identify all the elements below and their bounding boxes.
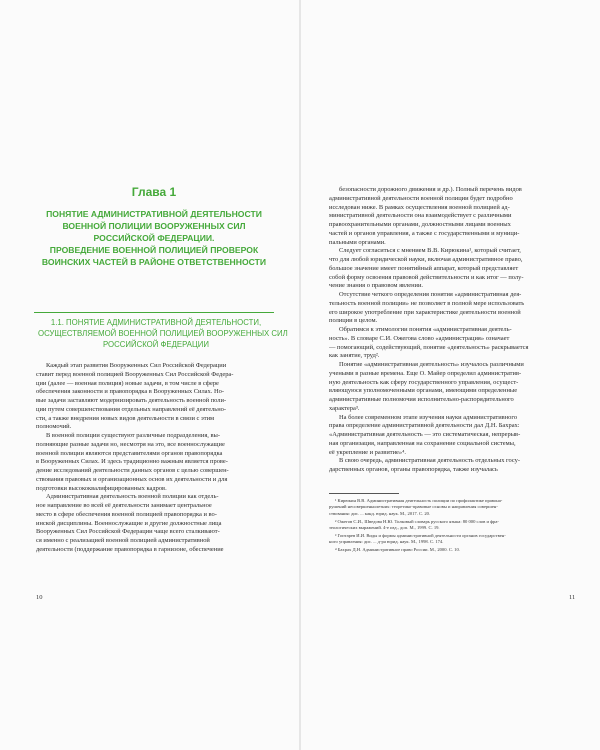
text-line: В военной полиции существуют различные подразделения, вы-	[46, 432, 221, 439]
footnote	[329, 547, 574, 553]
text-line: как занятие, труд².	[329, 352, 380, 360]
text-line: деятельности (поддержание правопорядка в гарнизоне, обеспечение	[36, 545, 224, 553]
footnotes	[329, 498, 574, 555]
footnote-line: ³ Гоптарев И.И. Виды и формы административной деятельности органов государствен-	[335, 533, 506, 539]
text-line: подготовки высококвалифицированных кадров.	[36, 484, 167, 492]
text-line: ное направление во всей её деятельности занимает центральное	[36, 502, 212, 509]
text-line: ность». В словаре С.И. Ожегова слово «администрация» означает	[329, 334, 510, 342]
text-line: вляющуюся уполномоченными органами, имеющими определенные	[329, 387, 518, 395]
text-line: вые задачи заставляют модернизировать деятельность военной поли-	[36, 397, 227, 404]
text-line: административные полномочия исполнительно-распорядительного	[329, 396, 514, 403]
text-line: На более современном этапе изучения науки административного	[339, 413, 518, 421]
text-line: что для любой юридической науки, включая административное право,	[329, 256, 523, 263]
text-line: правоохранительными органами, должностными лицами военных	[329, 221, 511, 228]
text-line: дарственных органов, органы правопорядка, также изучалась	[329, 466, 498, 473]
text-line: её укрепление и развитие»⁴.	[329, 448, 406, 456]
section-title	[38, 317, 288, 350]
text-line: сти, а также внедрения новых видов деятельности в связи с этим	[36, 414, 215, 422]
paragraph	[329, 186, 571, 247]
text-line: учеными в разные времена. Еще О. Майер определил административ-	[329, 369, 522, 377]
paragraph	[329, 291, 571, 326]
text-line: военной полиции являются представителями органов правопорядка	[36, 449, 223, 457]
text-line: полняющие разные задачи но, несмотря на это, все военнослужащие	[36, 440, 225, 448]
text-line: министративной деятельности она взаимодействует с различными	[329, 212, 512, 220]
text-line: административной деятельности военной полиции будет подробно	[329, 194, 513, 202]
text-line: Обратимся к этимологии понятия «административная деятель-	[339, 326, 512, 333]
page-number-right: 11	[569, 594, 576, 601]
text-line: большое значение имеет понятийный аппарат, который представляет	[329, 264, 519, 272]
page-number-left: 10	[36, 594, 43, 601]
text-line: — помогающий, содействующий, понятие «деятельность» раскрывается	[329, 343, 529, 351]
text-line: чение знания о правовом явлении.	[329, 282, 424, 290]
chapter-title-line: ВОЕННОЙ ПОЛИЦИИ ВООРУЖЕННЫХ СИЛ	[62, 221, 246, 231]
chapter-title-line: ВОИНСКИХ ЧАСТЕЙ В РАЙОНЕ ОТВЕТСТВЕННОСТИ	[41, 257, 267, 267]
chapter-title-line: ПОНЯТИЕ АДМИНИСТРАТИВНОЙ ДЕЯТЕЛЬНОСТИ	[46, 209, 262, 219]
footnote-line: ¹ Кирюкин В.В. Административная деятельность полиции по профилактике правона-	[335, 498, 503, 503]
paragraph	[329, 361, 571, 414]
text-line: тельность военной полиции» не позволяет в полной мере использовать	[329, 299, 525, 307]
footnote	[329, 533, 574, 546]
text-line: частей и органов управления, а также с государственными и муници-	[329, 229, 520, 237]
right-body-text	[329, 186, 571, 475]
section-title-line: РОССИЙСКОЙ ФЕДЕРАЦИИ	[103, 340, 209, 349]
text-line: Понятие «административная деятельность» изучалось различными	[339, 361, 524, 368]
footnote-line: ного управления: дис. ... д-ра юрид. наук. М., 1998. С. 174.	[329, 539, 444, 545]
paragraph	[329, 414, 571, 458]
text-line: ствования правовых и организационных основ их деятельности и для	[36, 475, 228, 483]
text-line: «Административная деятельность — это систематическая, непрерыв-	[329, 431, 521, 438]
text-line: инской дисциплины. Военнослужащие и другие должностные лица	[36, 519, 222, 527]
chapter-title	[28, 208, 280, 268]
text-line: Следует согласиться с мнением В.В. Кирюкина¹, который считает,	[339, 247, 521, 255]
text-line: Каждый этап развития Вооруженных Сил Российской Федерации	[46, 362, 227, 369]
left-page	[0, 0, 299, 750]
paragraph	[36, 432, 276, 493]
left-body-text	[36, 362, 276, 555]
paragraph	[329, 247, 571, 291]
text-line: исследован ниже. В рамках осуществления военной полицией ад-	[329, 203, 510, 211]
text-line: ная организация, направленная на сохранение социальной системы,	[329, 439, 516, 447]
section-rule	[34, 312, 274, 313]
text-line: ся именно с реализацией военной полицией административной	[36, 537, 210, 544]
text-line: ции (далее — военная полиция) новые задачи, в том числе в сфере	[36, 379, 219, 387]
footnote-line: ⁴ Бахрах Д.Н. Административное право России. М., 2000. С. 10.	[335, 547, 460, 553]
right-page	[301, 0, 600, 750]
text-line: Вооруженных Сил Российской Федерации чаще всего сталкивают-	[36, 528, 220, 536]
paragraph	[329, 326, 571, 361]
text-line: Отсутствие четкого определения понятия «административная дея-	[339, 291, 522, 298]
text-line: собой форму освоения правовой действительности и как итог — полу-	[329, 273, 524, 281]
text-line: ную деятельность как сферу государственного управления, осущест-	[329, 378, 519, 386]
footnote-line: ² Ожегов С.И., Шведова Н.Ю. Толковый словарь русского языка: 80 000 слов и фра-	[335, 518, 499, 524]
text-line: права определение административной деятельности дал Д.Н. Бахрах:	[329, 422, 520, 430]
footnote-line: ствования: дис. ... канд. юрид. наук. М., 2017. С. 20.	[329, 510, 431, 516]
footnote-rule	[329, 493, 399, 494]
text-line: ставит перед военной полицией Вооруженных Сил Российской Федера-	[36, 370, 234, 378]
paragraph	[36, 362, 276, 432]
section-title-line: 1.1. ПОНЯТИЕ АДМИНИСТРАТИВНОЙ ДЕЯТЕЛЬНОСТИ,	[50, 318, 262, 327]
text-line: В свою очередь, административная деятельность отдельных госу-	[339, 457, 521, 465]
chapter-title-line: РОССИЙСКОЙ ФЕДЕРАЦИИ.	[93, 233, 215, 243]
text-line: дение исследований деятельности данных органов с целью совершен-	[36, 467, 229, 474]
footnote	[329, 498, 574, 517]
text-line: Административная деятельность военной полиции как отдель-	[46, 493, 219, 501]
footnote-line: рушений несовершеннолетних: теоретико-правовые основы и направления совершен-	[329, 504, 498, 510]
section-title-line: ОСУЩЕСТВЛЯЕМОЙ ВОЕННОЙ ПОЛИЦИЕЙ ВООРУЖЕННЫХ СИЛ	[38, 329, 288, 338]
text-line: характера³.	[329, 404, 360, 412]
footnote-line: зеологических выражений. 4-е изд., доп. М., 1999. С. 19.	[329, 525, 440, 531]
footnote	[329, 519, 574, 532]
text-line: ции путем совершенствования отдельных направлений её деятельно-	[36, 405, 227, 413]
text-line: пальными органами.	[329, 238, 386, 246]
chapter-title-line: ПРОВЕДЕНИЕ ВОЕННОЙ ПОЛИЦИЕЙ ПРОВЕРОК	[49, 245, 259, 255]
text-line: обеспечения законности и правопорядка в Вооруженных Силах. Но-	[36, 388, 224, 396]
paragraph	[36, 493, 276, 554]
text-line: полномочий.	[36, 423, 72, 431]
text-line: безопасности дорожного движения и др.). Полный перечень видов	[339, 186, 522, 193]
text-line: полиции в целом.	[329, 317, 378, 325]
text-line: в Вооруженных Силах. И здесь традиционно важным является прове-	[36, 458, 228, 466]
text-line: место в сфере обеспечения военной полицией правопорядка и во-	[36, 510, 217, 518]
text-line: его широкое употребление при характеристике деятельности военной	[329, 308, 521, 316]
paragraph	[329, 457, 571, 475]
chapter-label: Глава 1	[131, 185, 177, 199]
